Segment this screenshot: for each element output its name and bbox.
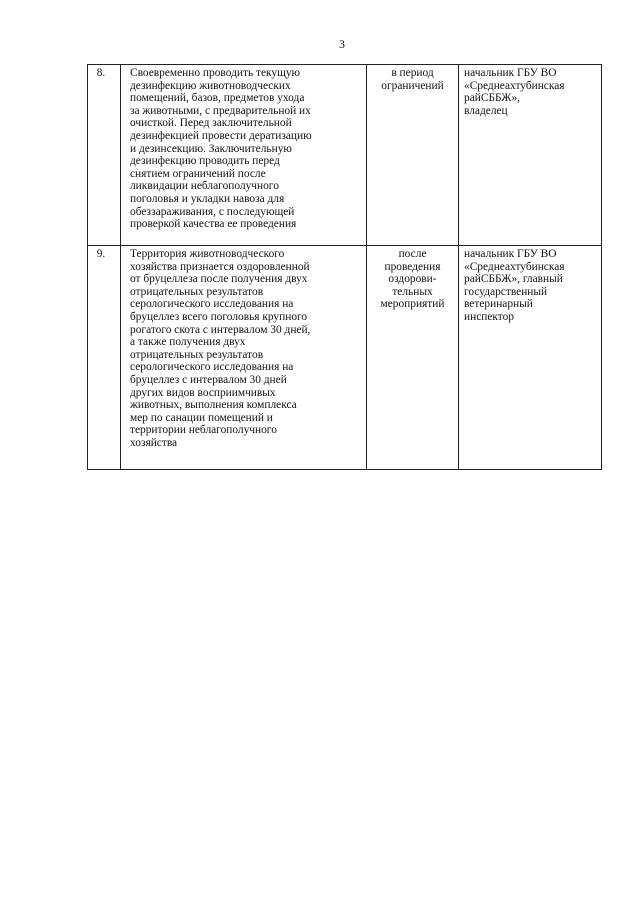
measures-table [87, 64, 602, 470]
row-number: 8. [88, 65, 121, 246]
measure-term: после проведения оздорови- тельных мероприятий [367, 246, 459, 470]
measure-responsible: начальник ГБУ ВО «Среднеахтубинская райСББЖ», владелец [459, 65, 602, 246]
table-row [88, 65, 602, 246]
page-number: 3 [339, 37, 345, 51]
measure-responsible: начальник ГБУ ВО «Среднеахтубинская райСББЖ», главный государственный ветеринарный инспектор [459, 246, 602, 470]
measure-term: в период ограничений [367, 65, 459, 246]
row-number: 9. [88, 246, 121, 470]
measure-text: Территория животноводческого хозяйства признается оздоровленной от бруцеллеза после получения двух отрицательных результатов серологического исследования на бруцеллез всего поголовья крупного рогатого скота с интервалом 30 дней, а также получения двух отрицательных результатов серологического исследования на бруцеллез с интервалом 30 дней других видов восприимчивых животных, выполнения комплекса мер по санации помещений и территории неблагополучного хозяйства [121, 246, 367, 470]
measure-text: Своевременно проводить текущую дезинфекцию животноводческих помещений, базов, предметов ухода за животными, с предварительной их очисткой. Перед заключительной дезинфекцией провести дератизацию и дезинсекцию. Заключительную дезинфекцию проводить перед снятием ограничений после ликвидации неблагополучного поголовья и укладки навоза для обеззараживания, с последующей проверкой качества ее проведения [121, 65, 367, 246]
table-row [88, 246, 602, 470]
